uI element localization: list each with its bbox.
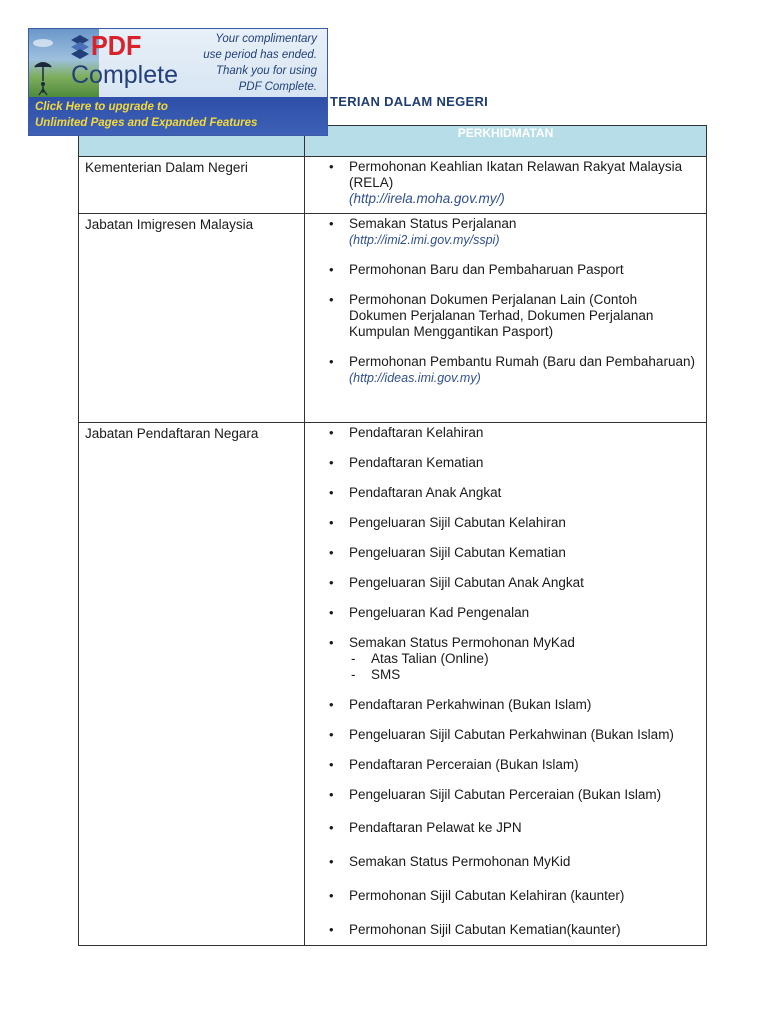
list-item <box>329 605 698 621</box>
service-text: Semakan Status Permohonan MyKad <box>349 635 575 650</box>
services-list <box>329 216 698 386</box>
list-item <box>329 697 698 713</box>
list-item <box>329 515 698 531</box>
table-row <box>79 214 707 423</box>
service-link[interactable]: (http://irela.moha.gov.my/) <box>349 191 505 206</box>
list-item <box>329 787 698 803</box>
list-item <box>329 485 698 501</box>
sub-item: - SMS <box>351 667 401 682</box>
service-text: Permohonan Baru dan Pembaharuan Pasport <box>349 262 624 277</box>
upgrade-line[interactable]: Unlimited Pages and Expanded Features <box>35 117 258 129</box>
trial-message <box>177 31 317 95</box>
list-item <box>329 292 698 340</box>
list-item <box>329 854 698 870</box>
department-cell: Jabatan Imigresen Malaysia <box>79 214 305 423</box>
service-text: Pendaftaran Anak Angkat <box>349 485 502 500</box>
service-text: Pengeluaran Kad Pengenalan <box>349 605 530 620</box>
services-cell <box>305 423 707 946</box>
services-list <box>329 425 698 938</box>
brand-complete: Complete <box>71 61 178 89</box>
list-item <box>329 455 698 471</box>
upgrade-line[interactable]: Click Here to upgrade to <box>35 101 168 113</box>
trial-message-line: PDF Complete. <box>238 81 317 93</box>
list-item <box>329 262 698 278</box>
service-text: Permohonan Pembantu Rumah (Baru dan Pembaharuan) <box>349 354 695 369</box>
trial-message-line: Thank you for using <box>215 65 317 77</box>
list-item <box>329 635 698 683</box>
brand-pdf: PDF <box>91 30 142 61</box>
service-text: Semakan Status Permohonan MyKid <box>349 854 571 869</box>
service-link[interactable]: (http://imi2.imi.gov.my/sspi) <box>349 233 500 247</box>
service-text: Semakan Status Perjalanan <box>349 216 517 231</box>
service-text: Pengeluaran Sijil Cabutan Perkahwinan (Bukan Islam) <box>349 727 674 742</box>
service-text: Pengeluaran Sijil Cabutan Perceraian (Bukan Islam) <box>349 787 662 802</box>
service-text: Pendaftaran Perceraian (Bukan Islam) <box>349 757 579 772</box>
list-item <box>329 575 698 591</box>
table-body <box>79 157 707 946</box>
upgrade-link[interactable] <box>35 99 257 131</box>
list-item <box>329 727 698 743</box>
service-text: Permohonan Keahlian Ikatan Relawan Rakyat Malaysia (RELA) <box>349 159 683 190</box>
service-text: Permohonan Dokumen Perjalanan Lain (Contoh Dokumen Perjalanan Terhad, Dokumen Perjalanan Kumpulan Menggantikan Pasport) <box>349 292 654 339</box>
header-services: PERKHIDMATAN <box>305 126 707 157</box>
service-text: Permohonan Sijil Cabutan Kematian(kaunter) <box>349 922 621 937</box>
list-item <box>329 888 698 904</box>
list-item <box>329 216 698 248</box>
sub-item-text: SMS <box>371 667 401 682</box>
list-item <box>329 425 698 441</box>
service-text: Pendaftaran Kematian <box>349 455 484 470</box>
department-cell: Jabatan Pendaftaran Negara <box>79 423 305 946</box>
table-row <box>79 423 707 946</box>
service-text: Permohonan Sijil Cabutan Kelahiran (kaunter) <box>349 888 625 903</box>
list-item <box>329 757 698 773</box>
list-item <box>329 820 698 836</box>
sub-item-text: Atas Talian (Online) <box>371 651 489 666</box>
services-table <box>78 125 707 946</box>
services-list <box>329 159 698 207</box>
table-row <box>79 157 707 214</box>
service-text: Pendaftaran Kelahiran <box>349 425 484 440</box>
service-text: Pendaftaran Pelawat ke JPN <box>349 820 522 835</box>
list-item <box>329 922 698 938</box>
department-cell: Kementerian Dalam Negeri <box>79 157 305 214</box>
service-text: Pengeluaran Sijil Cabutan Kematian <box>349 545 566 560</box>
list-item <box>329 545 698 561</box>
trial-message-line: Your complimentary <box>215 33 317 45</box>
document-heading: TERIAN DALAM NEGERI <box>330 94 489 109</box>
list-item <box>329 354 698 386</box>
services-cell <box>305 157 707 214</box>
list-item <box>329 159 698 207</box>
pdf-complete-banner[interactable] <box>28 28 328 136</box>
service-text: Pengeluaran Sijil Cabutan Kelahiran <box>349 515 566 530</box>
service-link[interactable]: (http://ideas.imi.gov.my) <box>349 371 481 385</box>
service-text: Pengeluaran Sijil Cabutan Anak Angkat <box>349 575 584 590</box>
pdf-logo-icon <box>69 33 91 59</box>
trial-message-line: use period has ended. <box>203 49 317 61</box>
sub-item: - Atas Talian (Online) <box>351 651 489 666</box>
service-text: Pendaftaran Perkahwinan (Bukan Islam) <box>349 697 592 712</box>
services-cell <box>305 214 707 423</box>
